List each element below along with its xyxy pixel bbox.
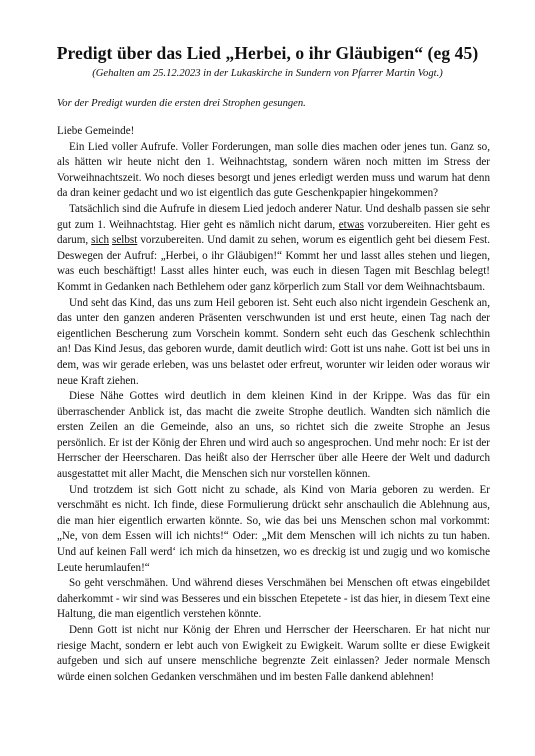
- sermon-title: Predigt über das Lied „Herbei, o ihr Gläubigen“ (eg 45): [56, 43, 479, 63]
- pre-sermon-note: Vor der Predigt wurden die ersten drei Strophen gesungen.: [57, 98, 306, 109]
- sermon-subtitle: (Gehalten am 25.12.2023 in der Lukaskirche in Sundern von Pfarrer Martin Vogt.): [92, 68, 443, 79]
- paragraph-2: [57, 202, 490, 296]
- paragraph-2-part-d: vorzubereiten. Und damit zu sehen, worum es eigentlich geht bei diesem Fest. Deswegen der Aufruf: „Herbei, o ihr Gläubigen!“ Kommt her und lasst alles stehen und liegen, was euch beschäftigt! Lasst alles hinter euch, was euch in diesen Tagen mit Beschlag belegt! Kommt in Gedanken nach Bethlehem oder ganz körperlich zum Stall vor dem Weihnachtsbaum.: [57, 234, 490, 293]
- paragraph-5: Und trotzdem ist sich Gott nicht zu schade, als Kind von Maria geboren zu werden. Er verschmäht es nicht. Ich finde, diese Formulierung drückt sehr anschaulich die Ablehnung aus, die man hier eigentlich erwarten könnte. So, wie das bei uns Menschen schon mal vorkommt: „Ne, von dem Essen will ich nichts!“ Oder: „Mit dem Menschen will ich nichts zu tun haben. Und auf keinen Fall werd‘ ich mich da hinsetzen, wo es dreckig ist und zugig und wo komische Leute herumlaufen!“: [57, 483, 490, 574]
- sermon-body: [57, 124, 490, 685]
- paragraph-6: So geht verschmähen. Und während dieses Verschmähen bei Menschen oft etwas eingebildet daherkommt - wir sind was Besseres und ein bisschen Etepetete - ist das hier, in diesem Text eine Haltung, die man eigentlich verstehen könnte.: [57, 577, 490, 621]
- underlined-selbst: selbst: [112, 234, 138, 247]
- underlined-sich: sich: [91, 234, 110, 247]
- paragraph-7: Denn Gott ist nicht nur König der Ehren und Herrscher der Heerscharen. Er hat nicht nur riesige Macht, sondern er lebt auch von Ewigkeit zu Ewigkeit. Warum sollte er diese Ewigkeit aufgeben und sich auf unsere menschliche begrenzte Zeit einlassen? Jeder normale Mensch würde einen solchen Gedanken verschmähen und im besten Falle dankend ablehnen!: [57, 624, 490, 683]
- paragraph-4: Diese Nähe Gottes wird deutlich in dem kleinen Kind in der Krippe. Was das für ein überraschender Anblick ist, das macht die zweite Strophe deutlich. Wandten sich nämlich die ersten Zeilen an die Gemeinde, also an uns, so richtet sich die zweite Strophe an Jesus persönlich. Er ist der König der Ehren und wird auch so angesprochen. Und mehr noch: Er ist der Herrscher der Heerscharen. Das heißt also der Herrscher über alle Heere der Welt und dadurch ausgestattet mit aller Macht, die Menschen sich nur vorstellen können.: [57, 390, 490, 481]
- underlined-etwas: etwas: [338, 218, 364, 231]
- paragraph-2-part-a: Tatsächlich sind die Aufrufe in diesem Lied jedoch anderer Natur. Und deshalb passen sie sehr gut zum 1. Weihnachtstag. Hier geht es nämlich nicht darum,: [57, 202, 490, 231]
- paragraph-2-part-b: vorzubereiten. Hier geht es darum,: [57, 218, 490, 247]
- paragraph-1: Ein Lied voller Aufrufe. Voller Forderungen, man solle dies machen oder jenes tun. Ganz so, als hätten wir heute nicht den 1. Weihnachtstag, sondern wären noch mitten im Stress der Vorweihnachtszeit. Wo noch dieses besorgt und jenes erledigt werden muss und warum hat denn da dran keiner gedacht und wo ist eigentlich das gute Geschenkpapier hingekommen?: [57, 140, 490, 200]
- greeting: Liebe Gemeinde!: [57, 125, 135, 137]
- paragraph-3: Und seht das Kind, das uns zum Heil geboren ist. Seht euch also nicht irgendein Geschenk an, das unter den ganzen anderen Präsenten verschwunden ist und erst heute, einen Tag nach der eigentlichen Bescherung zum Vorschein kommt. Sondern seht euch das Geschenk schlechthin an! Das Kind Jesus, das geboren wurde, damit deutlich wird: Gott ist uns nahe. Gott ist bei uns in dem, was wir gerade erleben, was uns belastet oder erfreut, worunter wir leiden oder woraus wir neue Kraft ziehen.: [57, 296, 490, 387]
